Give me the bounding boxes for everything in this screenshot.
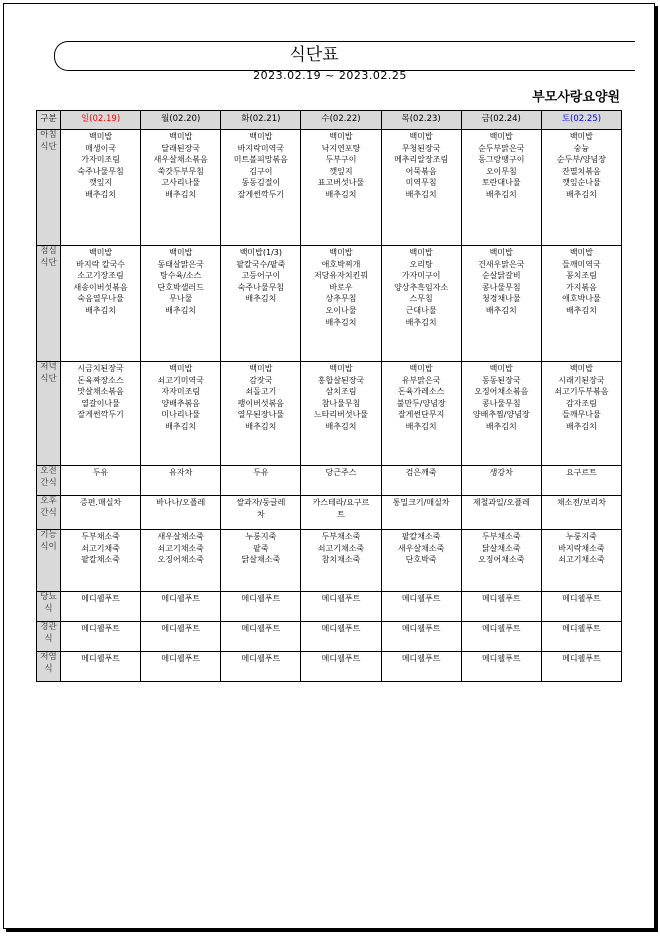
- menu-cell: [541, 130, 621, 246]
- menu-item: 감자조림: [565, 398, 597, 408]
- menu-item: 잘게썬단무지: [397, 410, 445, 420]
- menu-cell: [221, 652, 301, 682]
- menu-cell: [141, 652, 221, 682]
- menu-cell: [221, 246, 301, 362]
- menu-item: 미트볼피망볶음: [233, 155, 288, 165]
- menu-item: 숙음열무나물: [77, 294, 124, 304]
- menu-item: 새우살채소볶음: [153, 155, 208, 165]
- menu-item: 매생이국: [85, 143, 117, 153]
- menu-item: 메디웰푸트: [481, 594, 521, 603]
- menu-cell: [541, 246, 621, 362]
- menu-cell: [381, 592, 461, 622]
- menu-item: 돈육짜장소스: [77, 375, 124, 385]
- menu-cell: [541, 592, 621, 622]
- menu-item: 맛살채소볶음: [77, 387, 124, 397]
- menu-item: 팥칼국수/팥죽: [236, 259, 286, 269]
- menu-item: 백미밥: [489, 132, 513, 141]
- menu-cell: [381, 652, 461, 682]
- meal-row-label: 오전 간식: [37, 466, 61, 496]
- menu-item: 백미밥: [169, 132, 193, 141]
- menu-item: 배추김치: [405, 421, 437, 431]
- menu-item: 자자미조림: [161, 387, 201, 397]
- menu-item: 오징어채소죽: [157, 555, 204, 565]
- menu-cell: [301, 246, 381, 362]
- menu-item: 김구이: [249, 166, 273, 176]
- menu-item: 두유: [253, 468, 269, 477]
- meal-table: [36, 110, 622, 682]
- menu-item: 저당유자치킨꿔: [313, 271, 369, 281]
- menu-item: 양배추찜/양념장: [472, 410, 530, 420]
- menu-item: 배추김치: [405, 317, 437, 327]
- menu-cell: [141, 246, 221, 362]
- menu-item: 백미밥: [409, 364, 433, 373]
- menu-cell: [541, 362, 621, 466]
- menu-cell: [141, 622, 221, 652]
- menu-item: 배추김치: [245, 294, 277, 304]
- menu-cell: [461, 592, 541, 622]
- menu-item: 삼치조림: [325, 387, 357, 397]
- menu-cell: [221, 466, 301, 496]
- menu-item: 잘게썬깍두기: [77, 410, 124, 420]
- menu-item: 홍합살된장국: [317, 375, 365, 385]
- menu-item: 배추김치: [165, 305, 197, 315]
- meal-row-label: 저녁 식단: [37, 362, 61, 466]
- menu-item: 건새우맑은국: [478, 259, 525, 269]
- menu-cell: [301, 496, 381, 530]
- menu-item: 오징어채소죽: [478, 555, 525, 565]
- menu-item: 양상추흑임자소: [394, 282, 449, 292]
- meal-row: [37, 530, 622, 592]
- menu-item: 양배추볶음: [161, 398, 201, 408]
- menu-item: 당근주스: [325, 468, 357, 477]
- menu-item: 닭살채소죽: [241, 555, 281, 565]
- menu-cell: [141, 130, 221, 246]
- menu-item: 오이나물: [325, 305, 357, 315]
- menu-item: 탕수육/소스: [160, 271, 202, 281]
- menu-cell: [381, 496, 461, 530]
- menu-cell: [141, 362, 221, 466]
- menu-cell: [381, 530, 461, 592]
- menu-cell: [61, 130, 141, 246]
- meal-row: [37, 496, 622, 530]
- menu-cell: [381, 362, 461, 466]
- menu-item: 백미밥: [329, 364, 353, 373]
- menu-item: 동그랑땡구이: [478, 155, 525, 165]
- menu-item: 달래된장국: [161, 143, 201, 153]
- menu-item: 콩나물무침: [481, 398, 521, 408]
- menu-item: 두부채소죽: [481, 532, 521, 541]
- menu-item: 배추김치: [85, 305, 117, 315]
- menu-item: 백미밥: [409, 248, 433, 257]
- menu-cell: [461, 246, 541, 362]
- menu-item: 오이무침: [485, 166, 517, 176]
- meal-row: [37, 652, 622, 682]
- menu-item: 동태살맑은국: [157, 259, 204, 269]
- menu-item: 통밀크기/매실차: [392, 498, 450, 507]
- menu-item: 배추김치: [565, 189, 597, 199]
- menu-item: 배추김치: [85, 189, 117, 199]
- menu-item: 백미밥: [169, 364, 193, 373]
- menu-cell: [541, 622, 621, 652]
- menu-item: 동동김절이: [241, 178, 281, 188]
- menu-item: 메디웰푸트: [481, 624, 521, 633]
- menu-item: 배추김치: [485, 421, 517, 431]
- menu-cell: [461, 496, 541, 530]
- menu-cell: [61, 530, 141, 592]
- date-range: 2023.02.19 ~ 2023.02.25: [253, 69, 407, 82]
- menu-item: 바로우: [329, 282, 353, 292]
- meal-row-label: 경관 식: [37, 622, 61, 652]
- menu-cell: [301, 622, 381, 652]
- menu-cell: [221, 622, 301, 652]
- menu-item: 두부채소죽: [81, 532, 120, 541]
- menu-item: 배추김치: [565, 421, 597, 431]
- menu-item: 메디웰푸트: [481, 654, 521, 663]
- menu-item: 메디웰푸트: [161, 594, 201, 603]
- menu-item: 쇠고기미역국: [157, 375, 204, 385]
- menu-item: 콩나물무침: [481, 282, 521, 292]
- menu-item: 바지락미역국: [237, 143, 285, 153]
- menu-cell: [461, 466, 541, 496]
- menu-item: 단호박샐러드: [157, 282, 204, 292]
- menu-item: 팥칼채소죽: [81, 555, 120, 565]
- organization-name: 부모사랑요양원: [532, 90, 620, 105]
- page-title: 식단표: [289, 45, 339, 65]
- menu-cell: [61, 246, 141, 362]
- menu-item: 새송이버섯볶음: [73, 282, 128, 292]
- menu-item: 요구르트: [565, 468, 597, 477]
- menu-cell: [461, 652, 541, 682]
- menu-item: 배추김치: [565, 305, 597, 315]
- menu-cell: [541, 466, 621, 496]
- menu-cell: [301, 130, 381, 246]
- menu-item: 백미밥: [88, 132, 113, 141]
- menu-cell: [141, 496, 221, 530]
- menu-item: 백미밥: [569, 132, 594, 141]
- menu-cell: [301, 530, 381, 592]
- menu-item: 잘게썬깍두기: [237, 189, 285, 199]
- meal-row: [37, 592, 622, 622]
- menu-cell: [461, 622, 541, 652]
- menu-item: 두부채소죽: [321, 532, 361, 541]
- menu-item: 메디웰푸트: [241, 654, 281, 663]
- day-header: 목(02.23): [381, 111, 461, 130]
- menu-item: 꽁치조림: [565, 271, 597, 281]
- menu-item: 애호박나물: [562, 294, 601, 304]
- menu-item: 열무된장나물: [237, 410, 285, 420]
- menu-item: 쇠고기채소죽: [317, 543, 365, 553]
- menu-cell: [141, 530, 221, 592]
- menu-item: 배추김치: [485, 189, 517, 199]
- menu-cell: [221, 130, 301, 246]
- meal-row-label: 아침 식단: [37, 130, 61, 246]
- menu-item: 쇠고기두부볶음: [554, 387, 609, 397]
- menu-item: 어묵볶음: [405, 166, 437, 176]
- day-header: 일(02.19): [61, 111, 141, 130]
- menu-item: 가자미조림: [81, 155, 120, 165]
- menu-item: 메디웰푸트: [401, 594, 441, 603]
- menu-cell: [141, 466, 221, 496]
- menu-item: 바지락 칼국수: [76, 259, 126, 269]
- menu-item: 메디웰푸트: [562, 654, 601, 663]
- menu-item: 불만두/양념장: [396, 398, 446, 408]
- menu-item: 쌀과자/둥글레: [236, 498, 286, 507]
- menu-item: 고사리나물: [161, 178, 201, 188]
- menu-cell: [541, 530, 621, 592]
- menu-item: 백미밥: [329, 132, 353, 141]
- menu-item: 숙주나물무침: [237, 282, 285, 292]
- menu-cell: [541, 652, 621, 682]
- menu-item: 깻잎지: [88, 178, 113, 188]
- menu-cell: [61, 592, 141, 622]
- menu-item: 배추김치: [165, 189, 197, 199]
- menu-item: 소고기장조림: [77, 271, 124, 281]
- menu-item: 트: [337, 509, 345, 519]
- menu-item: 메디웰푸트: [401, 654, 441, 663]
- menu-cell: [221, 592, 301, 622]
- menu-item: 근대나물: [405, 305, 437, 315]
- menu-item: 백미밥: [489, 248, 513, 257]
- menu-cell: [61, 466, 141, 496]
- menu-item: 유부맑은국: [401, 375, 441, 385]
- menu-item: 바나나/오플레: [156, 498, 206, 507]
- menu-item: 메디웰푸트: [81, 594, 120, 603]
- corner-header: 구분: [37, 111, 61, 130]
- menu-item: 백미밥: [169, 248, 193, 257]
- menu-cell: [221, 362, 301, 466]
- menu-item: 쇠돌고기: [245, 387, 277, 397]
- menu-item: 바지락채소죽: [558, 543, 605, 553]
- menu-item: 메추리알장조림: [394, 155, 449, 165]
- menu-item: 미역무침: [405, 178, 437, 188]
- meal-row: [37, 130, 622, 246]
- menu-item: 차: [256, 509, 265, 519]
- menu-item: 순두부/양념장: [556, 155, 606, 165]
- menu-item: 배추김치: [245, 421, 277, 431]
- day-header: 월(02.20): [141, 111, 221, 130]
- menu-item: 숭늉: [573, 143, 590, 153]
- menu-item: 백미밥: [409, 132, 433, 141]
- menu-item: 메디웰푸트: [321, 654, 361, 663]
- menu-item: 백미밥(1/3): [239, 248, 282, 257]
- menu-item: 스무침: [409, 294, 433, 304]
- menu-cell: [461, 530, 541, 592]
- menu-item: 느타리버섯나물: [313, 410, 369, 420]
- menu-item: 팽이버섯볶음: [237, 398, 285, 408]
- menu-item: 순두부맑은국: [478, 143, 525, 153]
- day-header: 금(02.24): [461, 111, 541, 130]
- menu-item: 메디웰푸트: [321, 594, 361, 603]
- menu-item: 백미밥: [329, 248, 353, 257]
- menu-item: 무나물: [169, 294, 193, 304]
- table-header-row: [37, 111, 622, 130]
- menu-item: 고등어구이: [241, 271, 281, 281]
- menu-item: 배추김치: [325, 421, 357, 431]
- menu-item: 애호박찌개: [321, 259, 361, 269]
- menu-item: 배추김치: [325, 317, 357, 327]
- menu-cell: [61, 496, 141, 530]
- meal-row-label: 기능 식이: [37, 530, 61, 592]
- menu-item: 가지볶음: [565, 282, 597, 292]
- meal-row: [37, 466, 622, 496]
- menu-item: 닭살채소죽: [481, 543, 521, 553]
- day-header: 화(02.21): [221, 111, 301, 130]
- menu-item: 새우살채소죽: [397, 543, 445, 553]
- menu-cell: [381, 130, 461, 246]
- menu-cell: [61, 652, 141, 682]
- day-header: 토(02.25): [541, 111, 621, 130]
- menu-cell: [461, 130, 541, 246]
- menu-cell: [301, 362, 381, 466]
- menu-item: 메디웰푸트: [81, 624, 120, 633]
- meal-row: [37, 246, 622, 362]
- meal-row-label: 저염 식: [37, 652, 61, 682]
- menu-item: 메디웰푸트: [562, 594, 601, 603]
- menu-item: 유자차: [169, 468, 193, 477]
- menu-cell: [61, 362, 141, 466]
- menu-item: 오리탕: [409, 259, 433, 269]
- menu-item: 잔멸치볶음: [562, 166, 601, 176]
- menu-item: 메디웰푸트: [81, 654, 120, 663]
- menu-cell: [301, 592, 381, 622]
- menu-item: 깻잎지: [329, 166, 353, 176]
- menu-cell: [381, 622, 461, 652]
- menu-cell: [141, 592, 221, 622]
- menu-cell: [221, 496, 301, 530]
- menu-item: 메디웰푸트: [562, 624, 601, 633]
- menu-item: 두유: [92, 468, 109, 477]
- menu-cell: [381, 466, 461, 496]
- menu-cell: [461, 362, 541, 466]
- menu-cell: [221, 530, 301, 592]
- menu-item: 메디웰푸트: [401, 624, 441, 633]
- menu-item: 메디웰푸트: [161, 654, 201, 663]
- menu-item: 누룽지죽: [565, 532, 597, 541]
- menu-item: 증편.매실차: [79, 498, 122, 507]
- menu-item: 토란대나물: [481, 178, 521, 188]
- menu-item: 쇠고기채소죽: [157, 543, 204, 553]
- meal-row-label: 당뇨 식: [37, 592, 61, 622]
- menu-item: 백미밥: [569, 364, 594, 373]
- menu-item: 누룽지죽: [245, 532, 277, 541]
- menu-item: 메디웰푸트: [241, 624, 281, 633]
- menu-item: 낙지연포탕: [321, 143, 361, 153]
- meal-row: [37, 362, 622, 466]
- menu-item: 백미밥: [249, 132, 273, 141]
- menu-item: 쑥갓두부무침: [157, 166, 204, 176]
- menu-item: 들깨무나물: [562, 410, 601, 420]
- menu-item: 배추김치: [405, 189, 437, 199]
- menu-item: 배추김치: [485, 305, 517, 315]
- meal-row: [37, 622, 622, 652]
- menu-item: 미나리나물: [161, 410, 201, 420]
- meal-row-label: 점심 식단: [37, 246, 61, 362]
- menu-item: 배추김치: [165, 421, 197, 431]
- menu-item: 메디웰푸트: [241, 594, 281, 603]
- menu-item: 검은깨죽: [405, 468, 437, 477]
- menu-item: 오징어채소볶음: [474, 387, 529, 397]
- menu-item: 백미밥: [88, 248, 113, 257]
- menu-item: 제철과일/오플레: [472, 498, 530, 507]
- menu-item: 상추무침: [325, 294, 357, 304]
- menu-item: 청경채나물: [481, 294, 521, 304]
- menu-item: 참치채소죽: [321, 555, 361, 565]
- menu-cell: [541, 496, 621, 530]
- day-header: 수(02.22): [301, 111, 381, 130]
- menu-item: 단호박죽: [405, 555, 437, 565]
- menu-cell: [381, 246, 461, 362]
- menu-item: 돈육가레소스: [397, 387, 445, 397]
- menu-item: 팥죽: [253, 543, 269, 553]
- menu-item: 팥칼채소죽: [401, 532, 441, 541]
- menu-cell: [301, 652, 381, 682]
- menu-item: 백미밥: [489, 364, 513, 373]
- menu-item: 쇠고기채소죽: [558, 555, 605, 565]
- menu-item: 열갈이나물: [81, 398, 120, 408]
- menu-item: 동동된장국: [481, 375, 521, 385]
- menu-cell: [61, 622, 141, 652]
- menu-item: 들깨미역국: [562, 259, 601, 269]
- menu-item: 시금치된장국: [77, 364, 124, 373]
- menu-item: 시래기된장국: [558, 375, 605, 385]
- menu-item: 감잣국: [249, 375, 273, 385]
- menu-item: 숙주나물무침: [77, 166, 124, 176]
- menu-item: 가자미구이: [401, 271, 441, 281]
- menu-item: 배추김치: [325, 189, 357, 199]
- meal-row-label: 오후 간식: [37, 496, 61, 530]
- menu-item: 두부구이: [325, 155, 357, 165]
- menu-item: 새우살채소죽: [157, 532, 204, 541]
- menu-item: 백미밥: [569, 248, 594, 257]
- menu-cell: [301, 466, 381, 496]
- menu-item: 메디웰푸트: [161, 624, 201, 633]
- menu-item: 깻잎순나물: [562, 178, 601, 188]
- menu-item: 채소전/보리차: [556, 498, 606, 507]
- menu-item: 카스테라/요구르: [312, 498, 370, 507]
- menu-item: 무청된장국: [401, 143, 441, 153]
- menu-item: 쇠고기채죽: [81, 543, 120, 553]
- menu-item: 백미밥: [249, 364, 273, 373]
- menu-item: 생강차: [489, 468, 513, 477]
- menu-item: 메디웰푸트: [321, 624, 361, 633]
- menu-item: 참나물무침: [321, 398, 361, 408]
- menu-item: 순살닭갈비: [481, 271, 521, 281]
- menu-item: 표고버섯나물: [317, 178, 365, 188]
